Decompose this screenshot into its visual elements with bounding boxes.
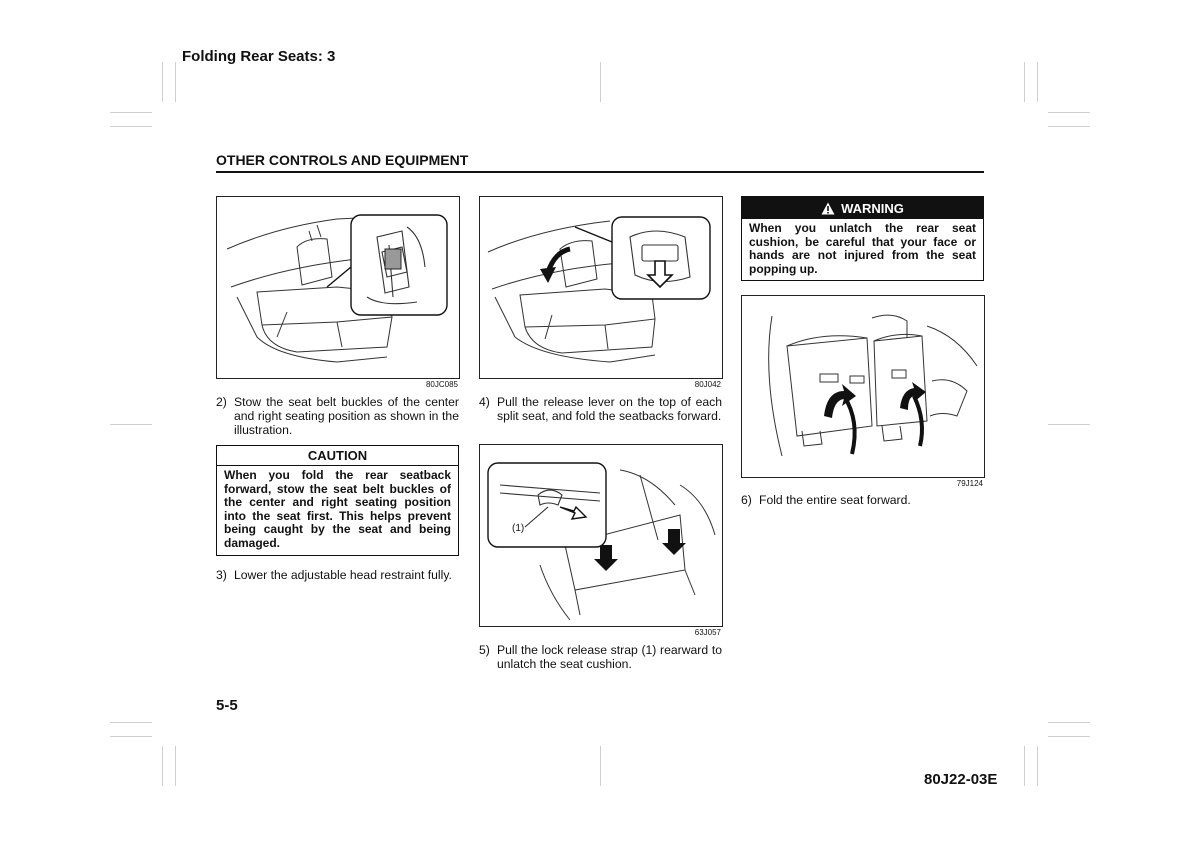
step-number: 5) [479,643,490,657]
caution-title: CAUTION [217,446,458,466]
warning-header [742,197,983,219]
caution-text: When you fold the rear seatback forward, stow the seat belt buckles of the center and right seating position into the seat first. This helps prevent being caught by the seat and being damaged. [224,468,451,550]
figure-seat-belt-buckles [216,196,460,379]
crop-mark [110,112,152,113]
section-title: OTHER CONTROLS AND EQUIPMENT [216,152,469,168]
crop-mark [1024,62,1025,102]
crop-mark [110,722,152,723]
crop-mark [110,126,152,127]
warning-box [741,196,984,281]
running-title: Folding Rear Seats: 3 [182,48,336,65]
page-number: 5-5 [216,697,238,714]
step-2 [216,395,459,437]
figure-code: 80JC085 [425,380,458,389]
step-number: 3) [216,568,227,582]
crop-mark [175,746,176,786]
callout-label: (1) [512,523,525,534]
figure-fold-seat-forward [741,295,985,478]
step-text: Lower the adjustable head restraint fully. [234,568,452,582]
step-4 [479,395,722,423]
step-5 [479,643,722,671]
crop-mark [600,746,601,786]
step-text: Fold the entire seat forward. [759,493,911,507]
crop-mark [110,424,152,425]
step-3 [216,568,459,582]
crop-mark [162,746,163,786]
crop-mark [1048,112,1090,113]
crop-mark [110,736,152,737]
crop-mark [175,62,176,102]
crop-mark [1024,746,1025,786]
crop-mark [600,62,601,102]
crop-mark [1037,62,1038,102]
crop-mark [1048,736,1090,737]
fold-seat-illustration [742,296,984,477]
warning-triangle-icon [821,202,835,215]
warning-text: When you unlatch the rear seat cushion, be careful that your face or hands are not injured from the seat popping up. [749,221,976,276]
step-text: Pull the lock release strap (1) rearward to unlatch the seat cushion. [497,643,722,671]
step-number: 4) [479,395,490,409]
figure-lock-release-strap [479,444,723,627]
rear-seat-illustration [217,197,459,378]
caution-box [216,445,459,556]
figure-code: 79J124 [956,479,983,488]
figure-code: 80J042 [694,380,721,389]
crop-mark [1048,126,1090,127]
section-rule [216,171,984,173]
step-6 [741,493,984,507]
step-number: 6) [741,493,752,507]
figure-code: 63J057 [694,628,721,637]
lock-strap-illustration [480,445,722,626]
crop-mark [1037,746,1038,786]
crop-mark [1048,722,1090,723]
step-text: Pull the release lever on the top of each split seat, and fold the seatbacks forward. [497,395,722,423]
document-code: 80J22-03E [924,771,998,788]
warning-title: WARNING [841,200,904,216]
step-text: Stow the seat belt buckles of the center and right seating position as shown in the illustration. [234,395,459,437]
crop-mark [162,62,163,102]
release-lever-illustration [480,197,722,378]
step-number: 2) [216,395,227,409]
figure-release-lever [479,196,723,379]
crop-mark [1048,424,1090,425]
